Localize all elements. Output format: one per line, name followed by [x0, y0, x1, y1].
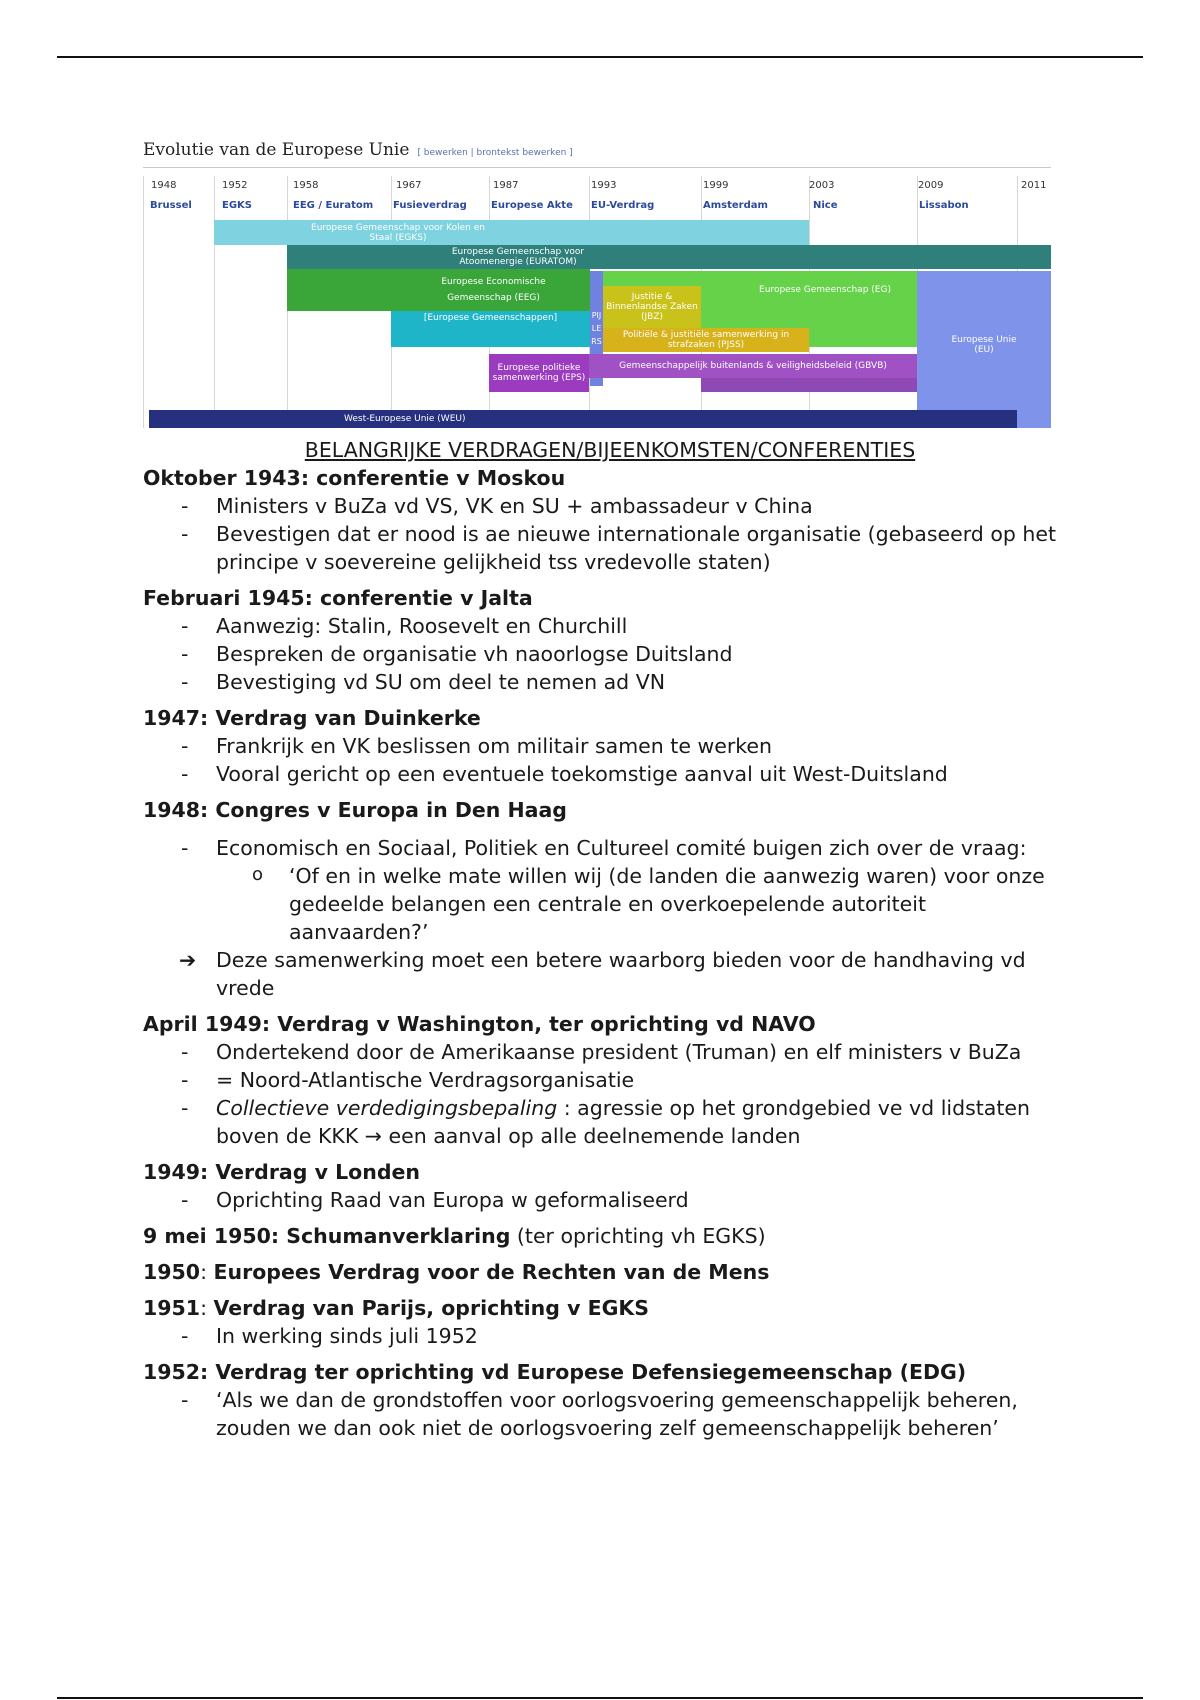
- list-item: - Bespreken de organisatie vh naoorlogse Duitsland: [143, 640, 1063, 668]
- treaty-label[interactable]: Brussel: [150, 200, 192, 211]
- bar-gbvb: Gemeenschappelijk buitenlands & veiligheidsbeleid (GBVB): [589, 354, 917, 378]
- bar-weu: West-Europese Unie (WEU): [149, 410, 1017, 428]
- bar-eps: Europese politieke samenwerking (EPS): [489, 354, 589, 392]
- column-divider: [143, 176, 144, 428]
- bar-eu: Europese Unie (EU): [917, 271, 1051, 428]
- year-label: 1952: [222, 180, 248, 191]
- section-moskou: [143, 464, 1063, 576]
- treaty-label[interactable]: Fusieverdrag: [393, 200, 467, 211]
- year-label: 2009: [918, 180, 944, 191]
- treaty-label[interactable]: EGKS: [222, 200, 252, 211]
- sub-list-item: o ‘Of en in welke mate willen wij (de landen die aanwezig waren) voor onze gedeelde belangen een centrale en overkoepelende autoriteit aanvaarden?’: [143, 862, 1063, 946]
- list-item: - Ondertekend door de Amerikaanse president (Truman) en elf ministers v BuZa: [143, 1038, 1063, 1066]
- top-rule: [57, 56, 1143, 58]
- section-title: 1950: Europees Verdrag voor de Rechten van de Mens: [143, 1260, 770, 1284]
- list-item: - Economisch en Sociaal, Politiek en Cultureel comité buigen zich over de vraag:: [143, 834, 1063, 862]
- list-item: - Vooral gericht op een eventuele toekomstige aanval uit West-Duitsland: [143, 760, 1063, 788]
- bar-europese-gemeenschappen: [Europese Gemeenschappen]: [391, 311, 590, 347]
- list-item: - Oprichting Raad van Europa w geformaliseerd: [143, 1186, 1063, 1214]
- list-item: - Aanwezig: Stalin, Roosevelt en Churchill: [143, 612, 1063, 640]
- bottom-rule: [57, 1697, 1143, 1699]
- section-title: Oktober 1943: conferentie v Moskou: [143, 466, 566, 490]
- list-item: - Bevestiging vd SU om deel te nemen ad VN: [143, 668, 1063, 696]
- year-label: 2003: [809, 180, 835, 191]
- treaty-label[interactable]: EEG / Euratom: [293, 200, 374, 211]
- section-schuman: [143, 1222, 1063, 1250]
- bar-jbz: Justitie & Binnenlandse Zaken (JBZ): [603, 286, 701, 328]
- section-title: 1948: Congres v Europa in Den Haag: [143, 798, 567, 822]
- eu-evolution-diagram: [143, 140, 1051, 432]
- year-label: 1958: [293, 180, 319, 191]
- list-item: - Bevestigen dat er nood is ae nieuwe internationale organisatie (gebaseerd op het principe v soevereine gelijkheid tss vredevolle staten): [143, 520, 1063, 576]
- year-label: 2011: [1021, 180, 1047, 191]
- list-item: - = Noord-Atlantische Verdragsorganisatie: [143, 1066, 1063, 1094]
- section-parijs: [143, 1294, 1063, 1350]
- bar-pjss: Politiële & justitiële samenwerking in strafzaken (PJSS): [603, 328, 809, 352]
- arrow-icon: ➔: [179, 948, 197, 972]
- diagram-title: Evolutie van de Europese Unie [ bewerken | brontekst bewerken ]: [143, 140, 573, 160]
- section-title: 9 mei 1950: Schumanverklaring (ter oprichting vh EGKS): [143, 1224, 766, 1248]
- section-title: 1952: Verdrag ter oprichting vd Europese Defensiegemeenschap (EDG): [143, 1360, 967, 1384]
- section-duinkerke: [143, 704, 1063, 788]
- diagram-separator: [143, 167, 1051, 168]
- list-item: - In werking sinds juli 1952: [143, 1322, 1063, 1350]
- bar-eg: Europese Gemeenschap (EG): [603, 271, 917, 308]
- section-title: April 1949: Verdrag v Washington, ter oprichting vd NAVO: [143, 1012, 816, 1036]
- list-item: - ‘Als we dan de grondstoffen voor oorlogsvoering gemeenschappelijk beheren, zouden we dan ook niet de oorlogsvoering zelf gemeenschappelijk beheren’: [143, 1386, 1063, 1442]
- bar-egks: Europese Gemeenschap voor Kolen en Staal (EGKS): [214, 220, 809, 245]
- list-item: - Ministers v BuZa vd VS, VK en SU + ambassadeur v China: [143, 492, 1063, 520]
- year-label: 1999: [703, 180, 729, 191]
- section-title: 1947: Verdrag van Duinkerke: [143, 706, 481, 730]
- bar-gbvb-lower: [701, 378, 917, 392]
- page-heading: BELANGRIJKE VERDRAGEN/BIJEENKOMSTEN/CONFERENTIES: [304, 438, 916, 462]
- year-label: 1987: [493, 180, 519, 191]
- list-item: - Collectieve verdedigingsbepaling : agressie op het grondgebied ve vd lidstaten boven de KKK → een aanval op alle deelnemende landen: [143, 1094, 1063, 1150]
- diagram-edit-links[interactable]: [ bewerken | brontekst bewerken ]: [417, 148, 573, 158]
- treaty-label[interactable]: EU-Verdrag: [591, 200, 655, 211]
- year-label: 1993: [591, 180, 617, 191]
- year-label: 1967: [396, 180, 422, 191]
- section-londen: [143, 1158, 1063, 1214]
- treaty-label[interactable]: Europese Akte: [491, 200, 573, 211]
- section-jalta: [143, 584, 1063, 696]
- section-evrm: [143, 1258, 1063, 1286]
- section-den-haag: [143, 796, 1063, 1002]
- section-title: 1949: Verdrag v Londen: [143, 1160, 420, 1184]
- bar-eeg: Europese Economische Gemeenschap (EEG): [287, 269, 590, 311]
- treaty-label[interactable]: Nice: [813, 200, 838, 211]
- pillars-label: PIJLERS: [590, 271, 603, 386]
- list-item: - Frankrijk en VK beslissen om militair samen te werken: [143, 732, 1063, 760]
- section-edg: [143, 1358, 1063, 1442]
- conclusion-item: ➔ Deze samenwerking moet een betere waarborg bieden voor de handhaving vd vrede: [179, 948, 1026, 1000]
- bar-euratom: Europese Gemeenschap voor Atoomenergie (EURATOM): [287, 245, 1051, 269]
- year-label: 1948: [151, 180, 177, 191]
- column-divider: [214, 176, 215, 428]
- section-washington: [143, 1010, 1063, 1150]
- section-title: 1951: Verdrag van Parijs, oprichting v EGKS: [143, 1296, 650, 1320]
- treaty-label[interactable]: Lissabon: [919, 200, 969, 211]
- treaty-label[interactable]: Amsterdam: [703, 200, 768, 211]
- document-body: [143, 436, 1063, 1442]
- section-title: Februari 1945: conferentie v Jalta: [143, 586, 533, 610]
